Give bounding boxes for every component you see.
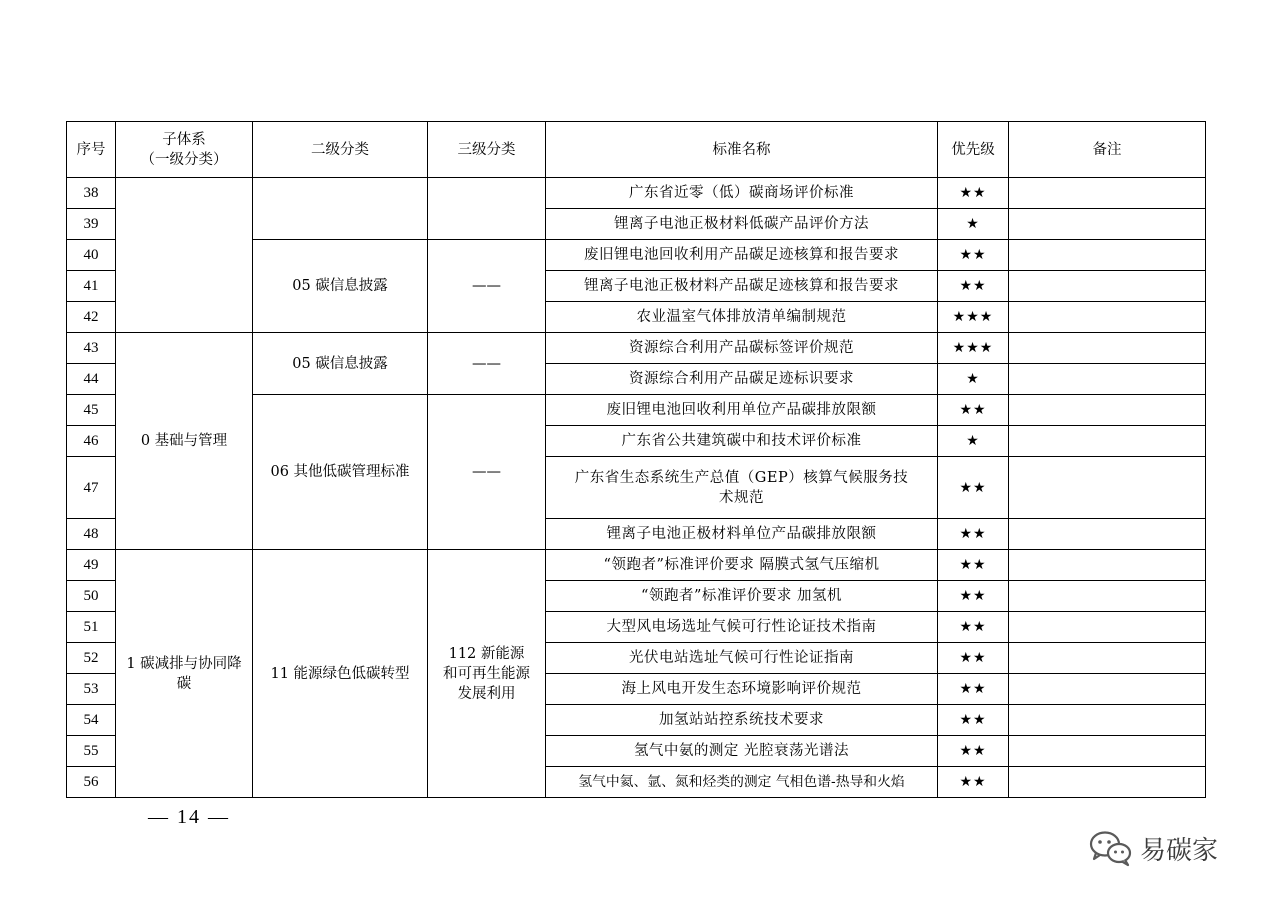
row-name: 光伏电站选址气候可行性论证指南: [546, 643, 938, 674]
row-name: 广东省公共建筑碳中和技术评价标准: [546, 426, 938, 457]
row-name: 锂离子电池正极材料单位产品碳排放限额: [546, 519, 938, 550]
row-remark: [1009, 395, 1206, 426]
row-remark: [1009, 674, 1206, 705]
sub-system-base-mgmt: 0 基础与管理: [116, 333, 253, 550]
row-seq: 51: [67, 612, 116, 643]
header-sub-system-line1: 子体系: [162, 131, 206, 148]
watermark: [1088, 826, 1218, 870]
row-priority: ★: [938, 426, 1009, 457]
row-name: 锂离子电池正极材料产品碳足迹核算和报告要求: [546, 271, 938, 302]
row-seq: 54: [67, 705, 116, 736]
table-row: [67, 178, 1206, 209]
level2-other-mgmt: 06 其他低碳管理标准: [253, 395, 428, 550]
row-priority: ★★: [938, 674, 1009, 705]
row-priority: ★★: [938, 612, 1009, 643]
row-seq: 43: [67, 333, 116, 364]
row-priority: ★★★: [938, 333, 1009, 364]
row-priority: ★★: [938, 767, 1009, 798]
header-level3: 三级分类: [428, 122, 546, 178]
row-remark: [1009, 426, 1206, 457]
header-name: 标准名称: [546, 122, 938, 178]
row-remark: [1009, 550, 1206, 581]
row-remark: [1009, 705, 1206, 736]
row-name: 加氢站站控系统技术要求: [546, 705, 938, 736]
header-remark: 备注: [1009, 122, 1206, 178]
level3-dash-a: ——: [428, 240, 546, 333]
row-priority: ★★: [938, 240, 1009, 271]
row-remark: [1009, 767, 1206, 798]
row-name: 海上风电开发生态环境影响评价规范: [546, 674, 938, 705]
row-name: 锂离子电池正极材料低碳产品评价方法: [546, 209, 938, 240]
row-priority: ★★: [938, 395, 1009, 426]
row-seq: 53: [67, 674, 116, 705]
row-seq: 42: [67, 302, 116, 333]
row-priority: ★★: [938, 457, 1009, 519]
row-name: 废旧锂电池回收利用单位产品碳排放限额: [546, 395, 938, 426]
row-name: “领跑者”标准评价要求 加氢机: [546, 581, 938, 612]
page-number: — 14 —: [148, 806, 230, 828]
row-seq: 52: [67, 643, 116, 674]
row-remark: [1009, 581, 1206, 612]
level3-cell-empty: [428, 178, 546, 240]
row-remark: [1009, 240, 1206, 271]
row-remark: [1009, 736, 1206, 767]
standards-table: [66, 121, 1206, 798]
level2-cell-empty: [253, 178, 428, 240]
row-remark: [1009, 271, 1206, 302]
row-remark: [1009, 364, 1206, 395]
header-level2: 二级分类: [253, 122, 428, 178]
row-name: 大型风电场选址气候可行性论证技术指南: [546, 612, 938, 643]
level3-dash-b: ——: [428, 333, 546, 395]
sub-system-carbon-reduce-text: 1 碳减排与协同降碳: [126, 655, 242, 692]
row-priority: ★: [938, 209, 1009, 240]
row-seq: 41: [67, 271, 116, 302]
row-seq: 45: [67, 395, 116, 426]
level3-new-energy-text: 112 新能源和可再生能源发展利用: [443, 645, 530, 702]
wechat-icon: [1088, 828, 1134, 868]
row-name-text: 广东省生态系统生产总值（GEP）核算气候服务技术规范: [574, 469, 909, 506]
row-remark: [1009, 457, 1206, 519]
row-remark: [1009, 209, 1206, 240]
level2-energy-green: 11 能源绿色低碳转型: [253, 550, 428, 798]
row-seq: 40: [67, 240, 116, 271]
row-seq: 46: [67, 426, 116, 457]
row-seq: 47: [67, 457, 116, 519]
row-remark: [1009, 519, 1206, 550]
row-priority: ★★: [938, 519, 1009, 550]
row-remark: [1009, 643, 1206, 674]
header-priority: 优先级: [938, 122, 1009, 178]
row-seq: 48: [67, 519, 116, 550]
row-name: “领跑者”标准评价要求 隔膜式氢气压缩机: [546, 550, 938, 581]
row-name: 广东省近零（低）碳商场评价标准: [546, 178, 938, 209]
row-remark: [1009, 333, 1206, 364]
row-name: 废旧锂电池回收利用产品碳足迹核算和报告要求: [546, 240, 938, 271]
sub-system-cell-empty: [116, 178, 253, 333]
row-priority: ★★: [938, 581, 1009, 612]
row-seq: 50: [67, 581, 116, 612]
level2-disclosure-a: 05 碳信息披露: [253, 240, 428, 333]
row-priority: ★★: [938, 736, 1009, 767]
row-remark: [1009, 612, 1206, 643]
level3-new-energy: [428, 550, 546, 798]
row-name: 氢气中氦、氩、氮和烃类的测定 气相色谱-热导和火焰: [546, 767, 938, 798]
table-row: [67, 550, 1206, 581]
row-priority: ★★: [938, 550, 1009, 581]
row-priority: ★: [938, 364, 1009, 395]
row-remark: [1009, 302, 1206, 333]
table-row: [67, 333, 1206, 364]
row-name: 资源综合利用产品碳标签评价规范: [546, 333, 938, 364]
row-name: 资源综合利用产品碳足迹标识要求: [546, 364, 938, 395]
watermark-text: 易碳家: [1140, 835, 1219, 866]
row-priority: ★★: [938, 271, 1009, 302]
level3-dash-c: ——: [428, 395, 546, 550]
row-seq: 39: [67, 209, 116, 240]
header-sub-system: [116, 122, 253, 178]
table-header-row: [67, 122, 1206, 178]
row-remark: [1009, 178, 1206, 209]
header-seq: 序号: [67, 122, 116, 178]
row-name: 氢气中氨的测定 光腔衰荡光谱法: [546, 736, 938, 767]
row-seq: 38: [67, 178, 116, 209]
row-seq: 49: [67, 550, 116, 581]
row-seq: 55: [67, 736, 116, 767]
row-priority: ★★★: [938, 302, 1009, 333]
row-name: [546, 457, 938, 519]
row-priority: ★★: [938, 178, 1009, 209]
level2-disclosure-b: 05 碳信息披露: [253, 333, 428, 395]
header-sub-system-line2: （一级分类）: [140, 151, 228, 168]
row-priority: ★★: [938, 705, 1009, 736]
row-priority: ★★: [938, 643, 1009, 674]
row-seq: 56: [67, 767, 116, 798]
row-seq: 44: [67, 364, 116, 395]
row-name: 农业温室气体排放清单编制规范: [546, 302, 938, 333]
sub-system-carbon-reduce: [116, 550, 253, 798]
